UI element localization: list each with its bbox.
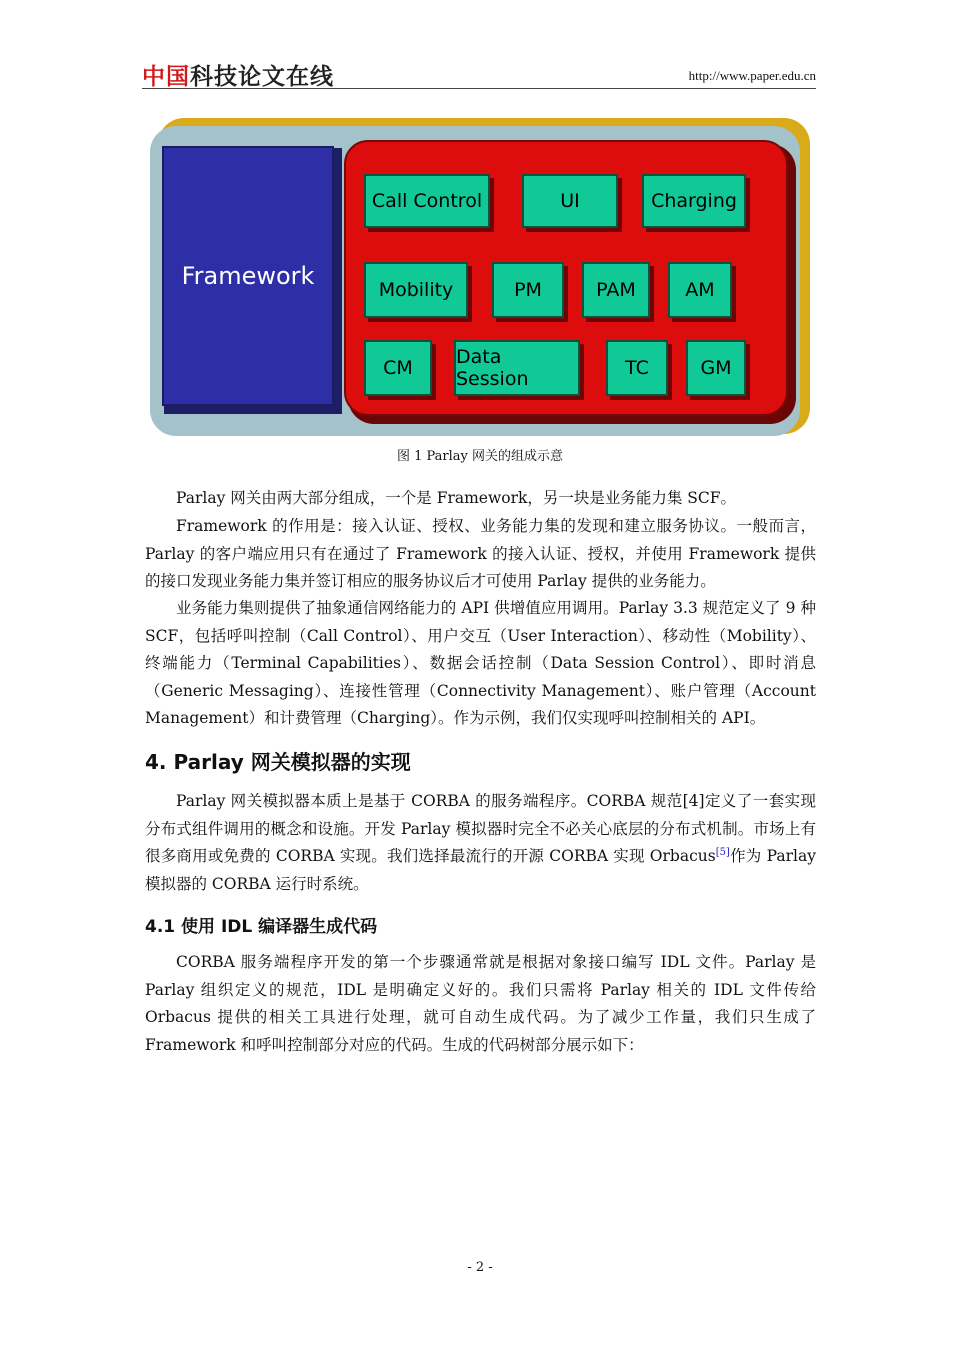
module-charging: Charging	[642, 174, 746, 228]
page-header	[142, 56, 816, 89]
paragraph-5: CORBA 服务端程序开发的第一个步骤通常就是根据对象接口编写 IDL 文件。Parlay 是 Parlay 组织定义的规范，IDL 是明确定义好的。我们只需将 Parlay 相关的 IDL 文件传给 Orbacus 提供的相关工具进行处理，就可自动生成代码。为了减少工作量，我们只生成了 Framework 和呼叫控制部分对应的代码。生成的代码树部分展示如下：	[145, 953, 816, 1054]
paragraph-1: Parlay 网关由两大部分组成，一个是 Framework，另一块是业务能力集 SCF。	[176, 489, 737, 507]
figure-caption: 图 1 Parlay 网关的组成示意	[396, 449, 564, 464]
module-call-control: Call Control	[364, 174, 490, 228]
module-mobility: Mobility	[364, 262, 468, 318]
section-4-1-heading: 4.1 使用 IDL 编译器生成代码	[145, 917, 378, 937]
framework-block	[162, 146, 334, 406]
module-am: AM	[668, 262, 732, 318]
page-number: - 2 -	[467, 1260, 493, 1275]
paragraph-4-text-a: Parlay 网关模拟器本质上是基于 CORBA 的服务端程序。CORBA 规范[4]定义了一套实现分布式组件调用的概念和设施。开发 Parlay 模拟器时完全不必关心底层的分布式机制。市场上有很多商用或免费的 CORBA 实现。我们选择最流行的开源 CORBA 实现 Orbacus	[145, 792, 816, 865]
module-cm: CM	[364, 340, 432, 396]
site-logo	[142, 58, 334, 91]
module-pm: PM	[492, 262, 564, 318]
paragraph-3: 业务能力集则提供了抽象通信网络能力的 API 供增值应用调用。Parlay 3.3 规范定义了 9 种 SCF，包括呼叫控制（Call Control）、用户交互（User Interaction）、移动性（Mobility）、终端能力（Terminal Capabilities）、数据会话控制（Data Session Control）、即时消息（Generic Messaging）、连接性管理（Connectivity Management）、账户管理（Account Management）和计费管理（Charging）。作为示例，我们仅实现呼叫控制相关的 API。	[145, 599, 816, 727]
section-4-heading: 4. Parlay 网关模拟器的实现	[145, 750, 411, 774]
citation-5[interactable]: [5]	[715, 846, 730, 858]
paragraph-4-text-b: 作为 Parlay 模拟器的 CORBA 运行时系统。	[145, 847, 816, 893]
paragraph-2: Framework 的作用是：接入认证、授权、业务能力集的发现和建立服务协议。一般而言，Parlay 的客户端应用只有在通过了 Framework 的接入认证、授权，并使用 Framework 提供的接口发现业务能力集并签订相应的服务协议后才可使用 Parlay 提供的业务能力。	[145, 517, 816, 590]
framework-label: Framework	[181, 262, 315, 290]
parlay-architecture-figure	[150, 118, 810, 438]
module-pam: PAM	[582, 262, 650, 318]
logo-red-text: 中国	[142, 64, 190, 90]
module-tc: TC	[606, 340, 668, 396]
module-data-session: Data Session	[454, 340, 580, 396]
module-ui: UI	[522, 174, 618, 228]
paragraph-4	[145, 788, 816, 898]
header-url[interactable]: http://www.paper.edu.cn	[688, 68, 816, 83]
module-gm: GM	[686, 340, 746, 396]
logo-text: 科技论文在线	[190, 64, 334, 90]
scf-block	[344, 140, 788, 416]
